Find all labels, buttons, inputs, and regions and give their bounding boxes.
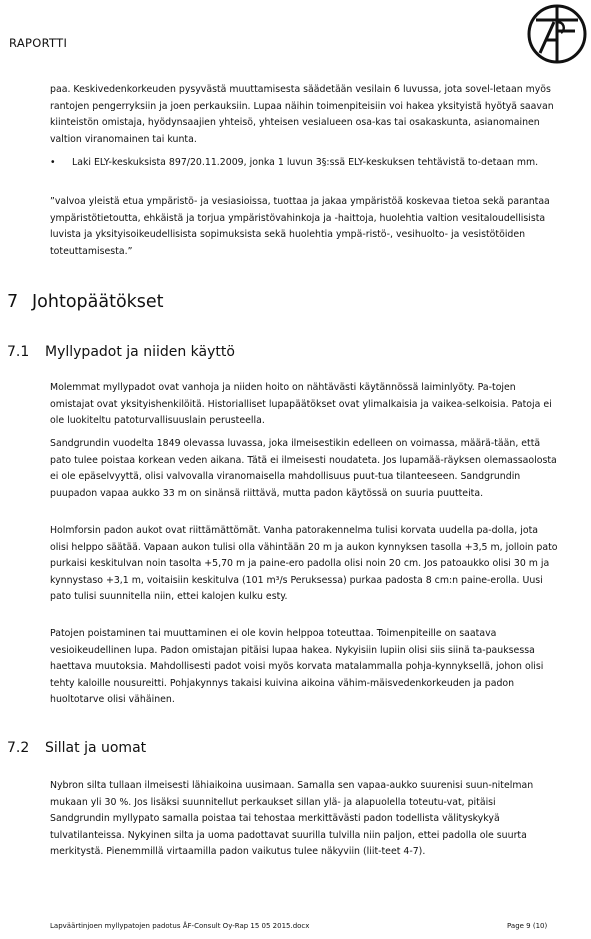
- footer-page-number: Page 9 (10): [507, 922, 548, 930]
- heading-text: Johtopäätökset: [32, 292, 164, 312]
- intro-paragraph: paa. Keskivedenkorkeuden pysyvästä muuttamisesta säädetään vesilain 6 luvussa, jota sovel-letaan myös rantojen pengerryksiin ja joen perkauksiin. Lupaa näihin toimenpiteisiin voi hakea yksityistä hyötyä saavan kiinteistön omistaja, hyödynsaajien yhteisö, yhteisen vesialueen osa-kas tai osakaskunta, asianomainen valtion viranomainen tai kunta.: [50, 84, 554, 145]
- section-heading-7-2: [7, 740, 146, 756]
- bullet-text: Laki ELY-keskuksista 897/20.11.2009, jonka 1 luvun 3§:ssä ELY-keskuksen tehtävistä to-detaan mm.: [72, 157, 539, 168]
- bullet-dot: •: [50, 157, 56, 168]
- footer-document-name: Lapväärtinjoen myllypatojen padotus ÅF-Consult Oy-Rap 15 05 2015.docx: [50, 922, 310, 930]
- paragraph-1: Molemmat myllypadot ovat vanhoja ja niiden hoito on nähtävästi käytännössä laiminlyöty. Pa-tojen omistajat ovat yksityishenkilöitä. Historialliset lupapäätökset ovat ylimalkaisia ja vaikea-selkoisia. Patoja ei ole luokiteltu patoturvallisuuslain perusteella.: [50, 382, 552, 427]
- quote-paragraph: ”valvoa yleistä etua ympäristö- ja vesiasioissa, tuottaa ja jakaa ympäristöä koskevaa tietoa sekä parantaa ympäristötietoutta, ehkäistä ja torjua ympäristövahinkoja ja -haittoja, huolehtia valtion vesitaloudellisista luvista ja yksityisoikeudellisista sopimuksista sekä huolehtia ympä-ristö-, vesihuolto- ja vesistötöiden toteuttamisesta.”: [50, 196, 550, 257]
- section-heading-7-1: [7, 344, 235, 360]
- heading-number: 7.1: [7, 344, 30, 360]
- heading-number: 7: [7, 292, 19, 312]
- paragraph-5: Nybron silta tullaan ilmeisesti lähiaikoina uusimaan. Samalla sen vapaa-aukko suurenisi suun-nitelman mukaan yli 30 %. Jos lisäksi suunnitellut perkaukset sillan ylä- ja alapuolella toteutu-vat, pitäisi Sandgrundin myllypato samalla poistaa tai tehostaa merkittävästi padon todellista välityskykyä tulvatilanteissa. Nykyinen silta ja uoma padottavat suurilla tulvilla niin paljon, ettei padolla ole suurta merkitystä. Pienemmillä virtaamilla padon vaikutus tulee näkyviin (liit-teet 4-7).: [50, 780, 534, 858]
- paragraph-3: Holmforsin padon aukot ovat riittämättömät. Vanha patorakennelma tulisi korvata uudella pa-dolla, jota olisi helppo säätää. Vapaan aukon tulisi olla vähintään 20 m ja aukon kynnyksen tasolla +3,5 m, jolloin pato purkaisi keskitulvan noin tasolta +5,70 m ja paine-ero padolla olisi noin 20 cm. Jos patoaukko olisi 30 m ja kynnystaso +3,1 m, voitaisiin keskitulva (101 m³/s Peruksessa) purkaa padosta 8 cm:n paine-erolla. Uusi pato tulisi suunnitella niin, ettei kalojen kulku esty.: [50, 525, 558, 603]
- heading-text: Myllypadot ja niiden käyttö: [45, 344, 235, 360]
- heading-number: 7.2: [7, 740, 30, 756]
- paragraph-4: Patojen poistaminen tai muuttaminen ei ole kovin helppoa toteuttaa. Toimenpiteille on saatava vesioikeudellinen lupa. Padon omistajan pitäisi lupaa hakea. Nykyisiin lupiin olisi siis siinä ta-pauksessa haettava muutoksia. Mahdollisesti padot voisi myös korvata matalammalla pohja-kynnyksellä, johon olisi tehty kaloille nousureitti. Pohjakynnys takaisi kuivina aikoina vähim-mäisvedenkorkeuden ja padon huoltotarve olisi vähäinen.: [50, 628, 544, 706]
- heading-text: Sillat ja uomat: [45, 740, 147, 756]
- paragraph-2: Sandgrundin vuodelta 1849 olevassa luvassa, joka ilmeisestikin edelleen on voimassa, määrä-tään, että pato tulee poistaa korkean veden aikana. Tätä ei ilmeisesti noudateta. Jos lupamää-räyksen olemassaolosta ei ole epäselvyyttä, olisi valvovalla viranomaisella mahdollisuus puut-tua tilanteeseen. Sandgrundin puupadon vapaa aukko 33 m on sinänsä riittävä, mutta padon käytössä on suuria puutteita.: [50, 438, 557, 499]
- section-heading-7: [7, 292, 164, 312]
- af-consult-logo-icon: [526, 3, 588, 65]
- report-label: RAPORTTI: [9, 36, 68, 50]
